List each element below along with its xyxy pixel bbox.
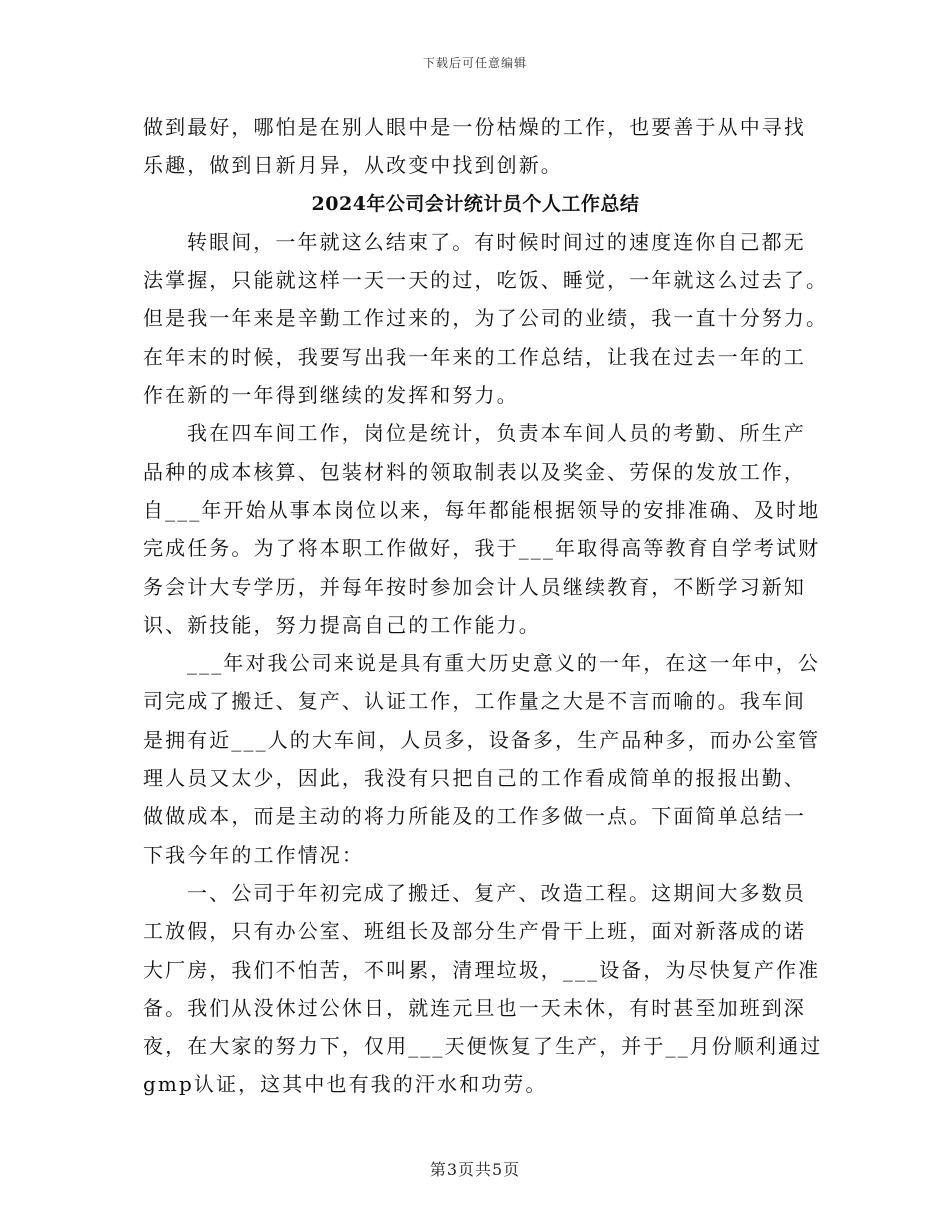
text-line: 做到最好，哪怕是在别人眼中是一份枯燥的工作，也要善于从中寻找 <box>143 115 806 139</box>
text-line: 识、新技能，努力提高自己的工作能力。 <box>143 612 541 637</box>
text-line: 转眼间，一年就这么结束了。有时候时间过的速度连你自己都无 <box>187 229 806 254</box>
text-line: 乐趣，做到日新月异，从改变中找到创新。 <box>143 153 563 178</box>
section-title: 2024年公司会计统计员个人工作总结 <box>311 192 640 215</box>
paragraph <box>143 644 821 874</box>
text-line: 完成任务。为了将本职工作做好，我于___年取得高等教育自学考试财 <box>143 536 821 561</box>
text-line: 备。我们从没休过公休日，就连元旦也一天未休，有时甚至加班到深 <box>143 995 806 1020</box>
text-line: 我在四车间工作，岗位是统计，负责本车间人员的考勤、所生产 <box>187 421 806 446</box>
text-line: gmp认证，这其中也有我的汗水和功劳。 <box>143 1072 548 1097</box>
text-line: 大厂房，我们不怕苦，不叫累，清理垃圾，___设备，为尽快复产作准 <box>143 957 821 982</box>
text-line: ___年对我公司来说是具有重大历史意义的一年，在这一年中，公 <box>187 651 820 676</box>
paragraph <box>143 414 821 644</box>
text-line: 夜，在大家的努力下，仅用___天便恢复了生产，并于__月份顺利通过 <box>143 1034 823 1059</box>
text-line: 法掌握，只能就这样一天一天的过，吃饭、睡觉，一年就这么过去了。 <box>143 268 829 293</box>
text-line: 做做成本，而是主动的将力所能及的工作多做一点。下面简单总结一 <box>143 804 806 829</box>
text-line: 务会计大专学历，并每年按时参加会计人员继续教育，不断学习新知 <box>143 574 806 599</box>
text-line: 一、公司于年初完成了搬迁、复产、改造工程。这期间大多数员 <box>187 880 806 905</box>
text-line: 品种的成本核算、包装材料的领取制表以及奖金、劳保的发放工作， <box>143 459 806 484</box>
text-line: 但是我一年来是辛勤工作过来的，为了公司的业绩，我一直十分努力。 <box>143 306 829 331</box>
text-line: 司完成了搬迁、复产、认证工作，工作量之大是不言而喻的。我车间 <box>143 689 806 714</box>
text-line: 自___年开始从事本岗位以来，每年都能根据领导的安排准确、及时地 <box>143 497 821 522</box>
text-line: 作在新的一年得到继续的发挥和努力。 <box>143 383 519 408</box>
text-line: 理人员又太少，因此，我没有只把自己的工作看成简单的报报出勤、 <box>143 766 806 791</box>
text-line: 在年末的时候，我要写出我一年来的工作总结，让我在过去一年的工 <box>143 344 806 369</box>
text-line: 下我今年的工作情况： <box>143 842 364 867</box>
paragraph <box>143 223 829 414</box>
text-line: 是拥有近___人的大车间，人员多，设备多，生产品种多，而办公室管 <box>143 727 821 752</box>
page-number: 第3页共5页 <box>429 1160 521 1179</box>
page-header: 下载后可任意编辑 <box>422 56 527 70</box>
text-line: 工放假，只有办公室、班组长及部分生产骨干上班，面对新落成的诺 <box>143 919 806 944</box>
document-body <box>143 108 829 1104</box>
paragraph <box>143 874 823 1104</box>
